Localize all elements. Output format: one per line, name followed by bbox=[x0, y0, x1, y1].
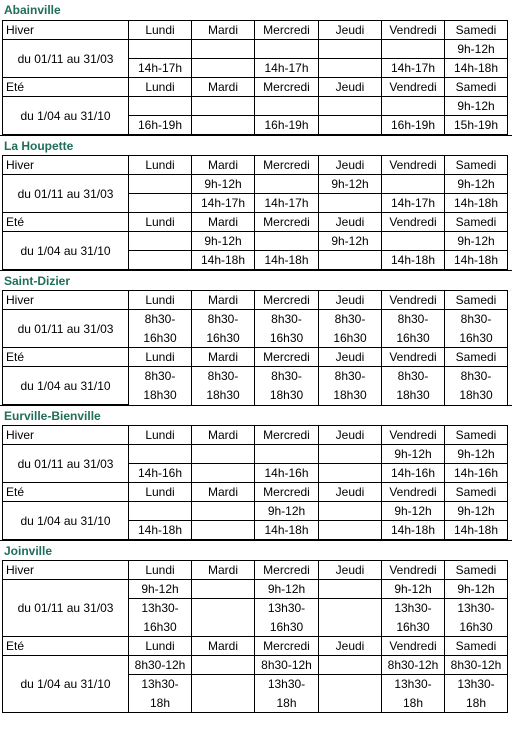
time-cell: 18h30 bbox=[382, 386, 445, 405]
day-header: Lundi bbox=[129, 426, 192, 445]
time-cell: 8h30-12h bbox=[129, 656, 192, 675]
season-label: Eté bbox=[3, 483, 129, 502]
season-period: du 1/04 au 31/10 bbox=[3, 502, 129, 540]
day-header: Vendredi bbox=[382, 348, 445, 367]
day-header: Samedi bbox=[445, 213, 508, 232]
season-label: Hiver bbox=[3, 291, 129, 310]
day-header: Lundi bbox=[129, 348, 192, 367]
time-cell: 9h-12h bbox=[382, 445, 445, 464]
season-label: Eté bbox=[3, 348, 129, 367]
day-header: Samedi bbox=[445, 291, 508, 310]
time-cell bbox=[382, 232, 445, 251]
time-cell bbox=[192, 580, 255, 599]
season-label: Hiver bbox=[3, 156, 129, 175]
time-row bbox=[3, 445, 508, 464]
season-header-row bbox=[3, 78, 508, 97]
day-header: Jeudi bbox=[319, 213, 382, 232]
time-cell bbox=[192, 675, 255, 694]
time-cell: 18h30 bbox=[319, 386, 382, 405]
time-cell: 16h30 bbox=[129, 329, 192, 348]
day-header: Samedi bbox=[445, 561, 508, 580]
time-cell: 14h-17h bbox=[129, 59, 192, 78]
time-cell: 16h30 bbox=[255, 329, 319, 348]
time-cell: 8h30-12h bbox=[445, 656, 508, 675]
time-cell: 14h-18h bbox=[445, 521, 508, 540]
time-cell: 9h-12h bbox=[192, 232, 255, 251]
time-cell: 9h-12h bbox=[445, 232, 508, 251]
time-row bbox=[3, 580, 508, 599]
schedule-table bbox=[2, 290, 508, 405]
time-cell: 9h-12h bbox=[445, 580, 508, 599]
day-header: Vendredi bbox=[382, 291, 445, 310]
season-label: Eté bbox=[3, 78, 129, 97]
schedule-table bbox=[2, 20, 508, 135]
time-cell: 18h bbox=[255, 694, 319, 713]
time-cell: 16h30 bbox=[445, 329, 508, 348]
season-header-row bbox=[3, 426, 508, 445]
day-header: Lundi bbox=[129, 156, 192, 175]
time-cell bbox=[382, 175, 445, 194]
season-header-row bbox=[3, 637, 508, 656]
time-cell bbox=[319, 116, 382, 135]
time-cell: 8h30- bbox=[382, 310, 445, 329]
season-period: du 01/11 au 31/03 bbox=[3, 310, 129, 348]
time-cell: 18h bbox=[129, 694, 192, 713]
day-header: Mardi bbox=[192, 348, 255, 367]
time-row bbox=[3, 502, 508, 521]
time-cell: 8h30- bbox=[255, 310, 319, 329]
time-cell: 14h-18h bbox=[192, 251, 255, 270]
site-title: Eurville-Bienville bbox=[0, 405, 512, 425]
time-row bbox=[3, 310, 508, 329]
season-label: Eté bbox=[3, 637, 129, 656]
time-row bbox=[3, 656, 508, 675]
day-header: Mercredi bbox=[255, 426, 319, 445]
time-cell bbox=[255, 232, 319, 251]
day-header: Vendredi bbox=[382, 156, 445, 175]
time-cell: 14h-17h bbox=[382, 194, 445, 213]
season-period: du 01/11 au 31/03 bbox=[3, 580, 129, 637]
time-cell bbox=[129, 502, 192, 521]
time-cell: 16h30 bbox=[445, 618, 508, 637]
day-header: Samedi bbox=[445, 156, 508, 175]
time-cell bbox=[382, 97, 445, 116]
time-cell bbox=[319, 580, 382, 599]
time-cell: 18h30 bbox=[192, 386, 255, 405]
time-cell bbox=[192, 599, 255, 618]
season-header-row bbox=[3, 21, 508, 40]
time-cell bbox=[319, 502, 382, 521]
time-cell: 14h-17h bbox=[255, 194, 319, 213]
day-header: Vendredi bbox=[382, 426, 445, 445]
day-header: Mercredi bbox=[255, 637, 319, 656]
time-cell: 8h30- bbox=[129, 310, 192, 329]
time-cell bbox=[192, 59, 255, 78]
time-cell bbox=[192, 464, 255, 483]
time-cell: 8h30- bbox=[382, 367, 445, 386]
season-header-row bbox=[3, 156, 508, 175]
time-cell: 8h30- bbox=[129, 367, 192, 386]
time-cell: 14h-16h bbox=[255, 464, 319, 483]
season-label: Hiver bbox=[3, 21, 129, 40]
time-cell: 14h-17h bbox=[255, 59, 319, 78]
time-cell bbox=[192, 618, 255, 637]
time-cell bbox=[319, 97, 382, 116]
time-row bbox=[3, 97, 508, 116]
day-header: Mardi bbox=[192, 78, 255, 97]
time-cell bbox=[129, 251, 192, 270]
time-cell: 16h30 bbox=[319, 329, 382, 348]
day-header: Vendredi bbox=[382, 213, 445, 232]
day-header: Mercredi bbox=[255, 156, 319, 175]
time-cell bbox=[192, 97, 255, 116]
time-cell bbox=[192, 694, 255, 713]
day-header: Samedi bbox=[445, 483, 508, 502]
time-cell bbox=[129, 445, 192, 464]
season-label: Hiver bbox=[3, 426, 129, 445]
time-cell: 14h-18h bbox=[382, 521, 445, 540]
season-period: du 1/04 au 31/10 bbox=[3, 97, 129, 135]
time-cell: 14h-18h bbox=[255, 521, 319, 540]
season-period: du 01/11 au 31/03 bbox=[3, 40, 129, 78]
season-header-row bbox=[3, 561, 508, 580]
season-header-row bbox=[3, 291, 508, 310]
schedule-table bbox=[2, 560, 508, 713]
time-cell bbox=[192, 656, 255, 675]
day-header: Lundi bbox=[129, 637, 192, 656]
time-cell bbox=[319, 194, 382, 213]
day-header: Mardi bbox=[192, 426, 255, 445]
time-cell: 9h-12h bbox=[255, 502, 319, 521]
site-title: Saint-Dizier bbox=[0, 270, 512, 290]
day-header: Vendredi bbox=[382, 21, 445, 40]
time-cell: 16h30 bbox=[255, 618, 319, 637]
time-cell: 8h30- bbox=[192, 310, 255, 329]
time-cell: 9h-12h bbox=[382, 580, 445, 599]
time-cell: 9h-12h bbox=[255, 580, 319, 599]
time-cell: 14h-16h bbox=[445, 464, 508, 483]
day-header: Mercredi bbox=[255, 213, 319, 232]
season-period: du 1/04 au 31/10 bbox=[3, 656, 129, 713]
time-cell bbox=[319, 656, 382, 675]
time-cell: 14h-18h bbox=[382, 251, 445, 270]
day-header: Lundi bbox=[129, 291, 192, 310]
season-period: du 01/11 au 31/03 bbox=[3, 175, 129, 213]
time-cell bbox=[255, 175, 319, 194]
time-cell bbox=[319, 464, 382, 483]
time-cell: 14h-16h bbox=[129, 464, 192, 483]
day-header: Samedi bbox=[445, 637, 508, 656]
time-cell: 14h-17h bbox=[192, 194, 255, 213]
day-header: Mardi bbox=[192, 21, 255, 40]
day-header: Jeudi bbox=[319, 78, 382, 97]
time-cell: 8h30- bbox=[445, 310, 508, 329]
time-cell bbox=[319, 521, 382, 540]
day-header: Lundi bbox=[129, 78, 192, 97]
time-cell: 14h-16h bbox=[382, 464, 445, 483]
schedule-table bbox=[2, 155, 508, 270]
time-cell bbox=[319, 251, 382, 270]
time-cell: 8h30- bbox=[445, 367, 508, 386]
time-cell bbox=[192, 445, 255, 464]
time-cell: 8h30- bbox=[255, 367, 319, 386]
time-cell: 15h-19h bbox=[445, 116, 508, 135]
season-label: Hiver bbox=[3, 561, 129, 580]
time-cell: 13h30- bbox=[445, 599, 508, 618]
time-cell bbox=[129, 97, 192, 116]
day-header: Mardi bbox=[192, 291, 255, 310]
season-header-row bbox=[3, 483, 508, 502]
time-cell: 18h30 bbox=[255, 386, 319, 405]
time-cell: 9h-12h bbox=[129, 580, 192, 599]
time-cell bbox=[319, 694, 382, 713]
time-cell: 16h30 bbox=[382, 618, 445, 637]
time-cell: 18h30 bbox=[129, 386, 192, 405]
day-header: Vendredi bbox=[382, 561, 445, 580]
time-cell: 9h-12h bbox=[445, 97, 508, 116]
day-header: Mardi bbox=[192, 637, 255, 656]
day-header: Jeudi bbox=[319, 637, 382, 656]
time-row bbox=[3, 175, 508, 194]
time-cell bbox=[129, 194, 192, 213]
time-cell: 13h30- bbox=[382, 675, 445, 694]
time-row bbox=[3, 232, 508, 251]
site-title: La Houpette bbox=[0, 135, 512, 155]
day-header: Mardi bbox=[192, 156, 255, 175]
day-header: Samedi bbox=[445, 78, 508, 97]
time-cell: 16h30 bbox=[192, 329, 255, 348]
day-header: Lundi bbox=[129, 213, 192, 232]
time-cell bbox=[319, 618, 382, 637]
time-cell: 13h30- bbox=[129, 675, 192, 694]
day-header: Vendredi bbox=[382, 483, 445, 502]
time-cell bbox=[129, 232, 192, 251]
time-cell bbox=[319, 40, 382, 59]
day-header: Samedi bbox=[445, 348, 508, 367]
schedule-table bbox=[2, 425, 508, 540]
day-header: Mardi bbox=[192, 561, 255, 580]
time-row bbox=[3, 40, 508, 59]
day-header: Mardi bbox=[192, 213, 255, 232]
season-header-row bbox=[3, 348, 508, 367]
day-header: Samedi bbox=[445, 426, 508, 445]
day-header: Mercredi bbox=[255, 483, 319, 502]
day-header: Mercredi bbox=[255, 291, 319, 310]
time-cell: 9h-12h bbox=[445, 502, 508, 521]
time-cell: 18h bbox=[445, 694, 508, 713]
time-row bbox=[3, 367, 508, 386]
time-cell bbox=[319, 59, 382, 78]
time-cell: 14h-18h bbox=[445, 194, 508, 213]
site-title: Joinville bbox=[0, 540, 512, 560]
time-cell: 14h-18h bbox=[255, 251, 319, 270]
day-header: Lundi bbox=[129, 561, 192, 580]
time-cell: 9h-12h bbox=[382, 502, 445, 521]
time-cell bbox=[192, 116, 255, 135]
time-cell: 16h-19h bbox=[382, 116, 445, 135]
time-cell: 9h-12h bbox=[445, 40, 508, 59]
day-header: Mercredi bbox=[255, 21, 319, 40]
time-cell bbox=[192, 521, 255, 540]
time-cell: 8h30-12h bbox=[382, 656, 445, 675]
day-header: Vendredi bbox=[382, 78, 445, 97]
time-cell bbox=[129, 40, 192, 59]
day-header: Lundi bbox=[129, 483, 192, 502]
time-cell bbox=[192, 502, 255, 521]
time-cell bbox=[319, 675, 382, 694]
season-header-row bbox=[3, 213, 508, 232]
season-period: du 1/04 au 31/10 bbox=[3, 232, 129, 270]
time-cell: 9h-12h bbox=[319, 232, 382, 251]
day-header: Jeudi bbox=[319, 348, 382, 367]
time-cell: 13h30- bbox=[255, 599, 319, 618]
time-cell: 8h30-12h bbox=[255, 656, 319, 675]
time-cell bbox=[129, 175, 192, 194]
time-cell: 14h-17h bbox=[382, 59, 445, 78]
day-header: Mercredi bbox=[255, 561, 319, 580]
time-cell: 8h30- bbox=[319, 310, 382, 329]
season-period: du 1/04 au 31/10 bbox=[3, 367, 129, 405]
time-cell bbox=[319, 599, 382, 618]
site-title: Abainville bbox=[4, 3, 61, 17]
time-cell bbox=[255, 40, 319, 59]
time-cell: 13h30- bbox=[445, 675, 508, 694]
time-cell: 8h30- bbox=[319, 367, 382, 386]
time-cell: 16h30 bbox=[382, 329, 445, 348]
day-header: Mercredi bbox=[255, 348, 319, 367]
day-header: Mercredi bbox=[255, 78, 319, 97]
time-cell: 14h-18h bbox=[445, 251, 508, 270]
day-header: Jeudi bbox=[319, 483, 382, 502]
time-cell bbox=[382, 40, 445, 59]
time-cell bbox=[192, 40, 255, 59]
season-period: du 01/11 au 31/03 bbox=[3, 445, 129, 483]
time-cell: 14h-18h bbox=[445, 59, 508, 78]
day-header: Jeudi bbox=[319, 561, 382, 580]
day-header: Vendredi bbox=[382, 637, 445, 656]
time-cell bbox=[255, 445, 319, 464]
day-header: Lundi bbox=[129, 21, 192, 40]
time-cell: 9h-12h bbox=[445, 175, 508, 194]
day-header: Jeudi bbox=[319, 156, 382, 175]
time-cell: 9h-12h bbox=[319, 175, 382, 194]
time-cell: 8h30- bbox=[192, 367, 255, 386]
time-cell: 13h30- bbox=[129, 599, 192, 618]
time-cell: 18h bbox=[382, 694, 445, 713]
day-header: Samedi bbox=[445, 21, 508, 40]
time-cell: 16h-19h bbox=[129, 116, 192, 135]
day-header: Jeudi bbox=[319, 21, 382, 40]
time-cell: 18h30 bbox=[445, 386, 508, 405]
time-cell: 9h-12h bbox=[192, 175, 255, 194]
time-cell: 16h30 bbox=[129, 618, 192, 637]
time-cell: 13h30- bbox=[382, 599, 445, 618]
time-cell: 13h30- bbox=[255, 675, 319, 694]
day-header: Jeudi bbox=[319, 291, 382, 310]
day-header: Mardi bbox=[192, 483, 255, 502]
time-cell bbox=[319, 445, 382, 464]
time-cell: 14h-18h bbox=[129, 521, 192, 540]
time-cell: 16h-19h bbox=[255, 116, 319, 135]
season-label: Eté bbox=[3, 213, 129, 232]
time-cell bbox=[255, 97, 319, 116]
time-cell: 9h-12h bbox=[445, 445, 508, 464]
day-header: Jeudi bbox=[319, 426, 382, 445]
